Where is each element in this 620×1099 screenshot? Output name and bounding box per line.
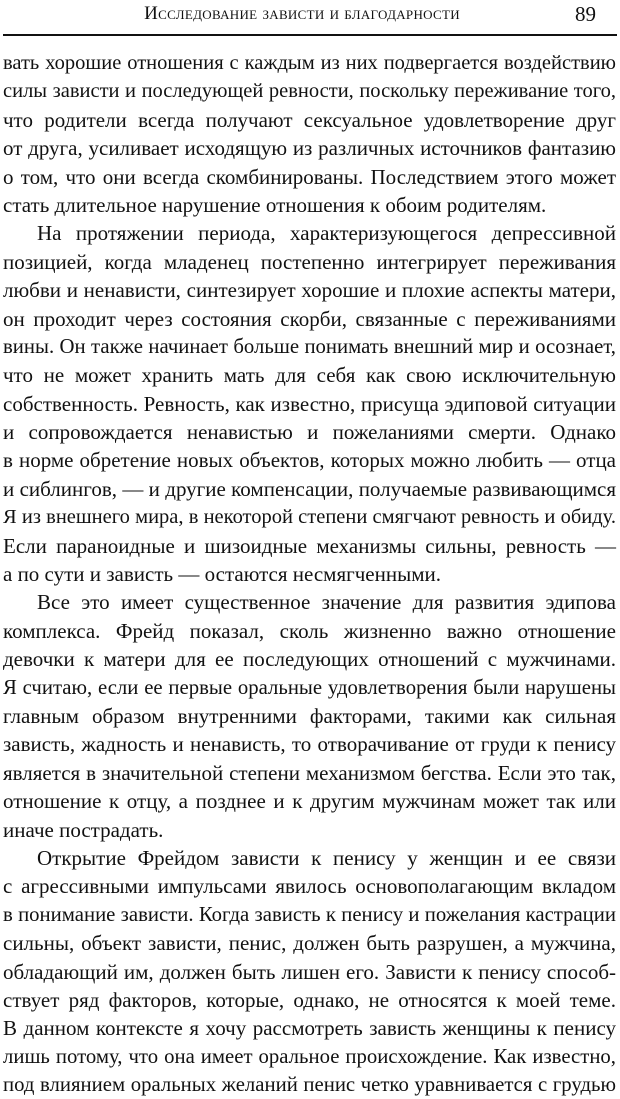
body-text (3, 49, 616, 1099)
text-line: Я считаю, если ее первые оральные удовлетворения были нарушены (3, 676, 616, 699)
text-line: комплекса. Фрейд показал, сколь жизненно важно отношение (3, 618, 616, 643)
text-line: Открытие Фрейдом зависти к пенису у женщин и ее связи (37, 845, 616, 870)
text-line: что не может хранить мать для себя как свою исключительную (3, 363, 616, 388)
text-line: он проходит через состояния скорби, связанные с переживаниями (3, 306, 616, 331)
text-line: и сопровождается ненавистью и пожеланиями смерти. Однако (3, 420, 616, 445)
text-line: под влиянием оральных желаний пенис четко уравнивается с грудью (3, 1074, 616, 1097)
text-line: любви и ненависти, синтезирует хорошие и плохие аспекты матери, (3, 278, 616, 303)
text-line: и сиблингов, — и другие компенсации, получаемые развивающимся (3, 476, 616, 501)
text-line: ствует ряд факторов, которые, однако, не относятся к моей теме. (3, 987, 616, 1012)
text-line: позицией, когда младенец постепенно интегрирует переживания (3, 249, 616, 274)
text-line: вины. Он также начинает больше понимать внешний мир и осознает, (3, 335, 616, 358)
text-line: девочки к матери для ее последующих отношений с мужчинами. (3, 647, 616, 672)
text-line: от друга, усиливает исходящую из различных источников фантазию (3, 136, 616, 161)
text-line: В данном контексте я хочу рассмотреть зависть женщины к пенису (3, 1016, 616, 1041)
text-line: является в значительной степени механизмом бегства. Если это так, (3, 760, 616, 785)
text-line: стать длительное нарушение отношения к обоим родителям. (3, 192, 547, 217)
text-line: Я из внешнего мира, в некоторой степени смягчают ревность и обиду. (3, 506, 616, 529)
paragraph (3, 844, 616, 1099)
page-number: 89 (575, 2, 596, 26)
text-line: Все это имеет существенное значение для развития эдипова (37, 590, 616, 615)
text-line: с агрессивными импульсами явилось основополагающим вкладом (3, 874, 616, 899)
text-line: отношение к отцу, а позднее и к другим мужчинам может так или (3, 789, 616, 814)
text-line: зависть, жадность и ненависть, то отворачивание от груди к пенису (3, 732, 616, 757)
text-line: в норме обретение новых объектов, которых можно любить — отца (3, 448, 616, 473)
text-line: вать хорошие отношения с каждым из них подвергается воздействию (3, 52, 616, 74)
text-line: а по сути и зависть — остаются несмягченными. (3, 562, 441, 587)
text-line: о том, что они всегда скомбинированы. Последствием этого может (3, 164, 616, 189)
text-line: На протяжении периода, характеризующегося депрессивной (37, 221, 616, 246)
running-header (0, 0, 620, 40)
text-line: лишь потому, что она имеет оральное происхождение. Как известно, (3, 1045, 616, 1068)
text-line: собственность. Ревность, как известно, присуща эдиповой ситуации (3, 391, 616, 416)
text-line: силы зависти и последующей ревности, поскольку переживание того, (3, 80, 616, 103)
text-line: иначе пострадать. (3, 817, 164, 842)
text-line: в понимание зависти. Когда зависть к пенису и пожелания кастрации (3, 903, 616, 926)
text-line: Если параноидные и шизоидные механизмы сильны, ревность — (3, 533, 616, 558)
paragraph (3, 49, 616, 219)
text-line: что родители всегда получают сексуальное удовлетворение друг (3, 107, 616, 132)
text-line: сильны, объект зависти, пенис, должен быть разрушен, а мужчина, (3, 931, 616, 956)
text-line: главным образом внутренними факторами, такими как сильная (3, 703, 616, 728)
paragraph (3, 219, 616, 588)
text-line: обладающий им, должен быть лишен его. Зависти к пенису способ- (3, 959, 616, 984)
running-title: Исследование зависти и благодарности (144, 3, 460, 24)
header-rule (3, 34, 617, 36)
paragraph (3, 588, 616, 844)
